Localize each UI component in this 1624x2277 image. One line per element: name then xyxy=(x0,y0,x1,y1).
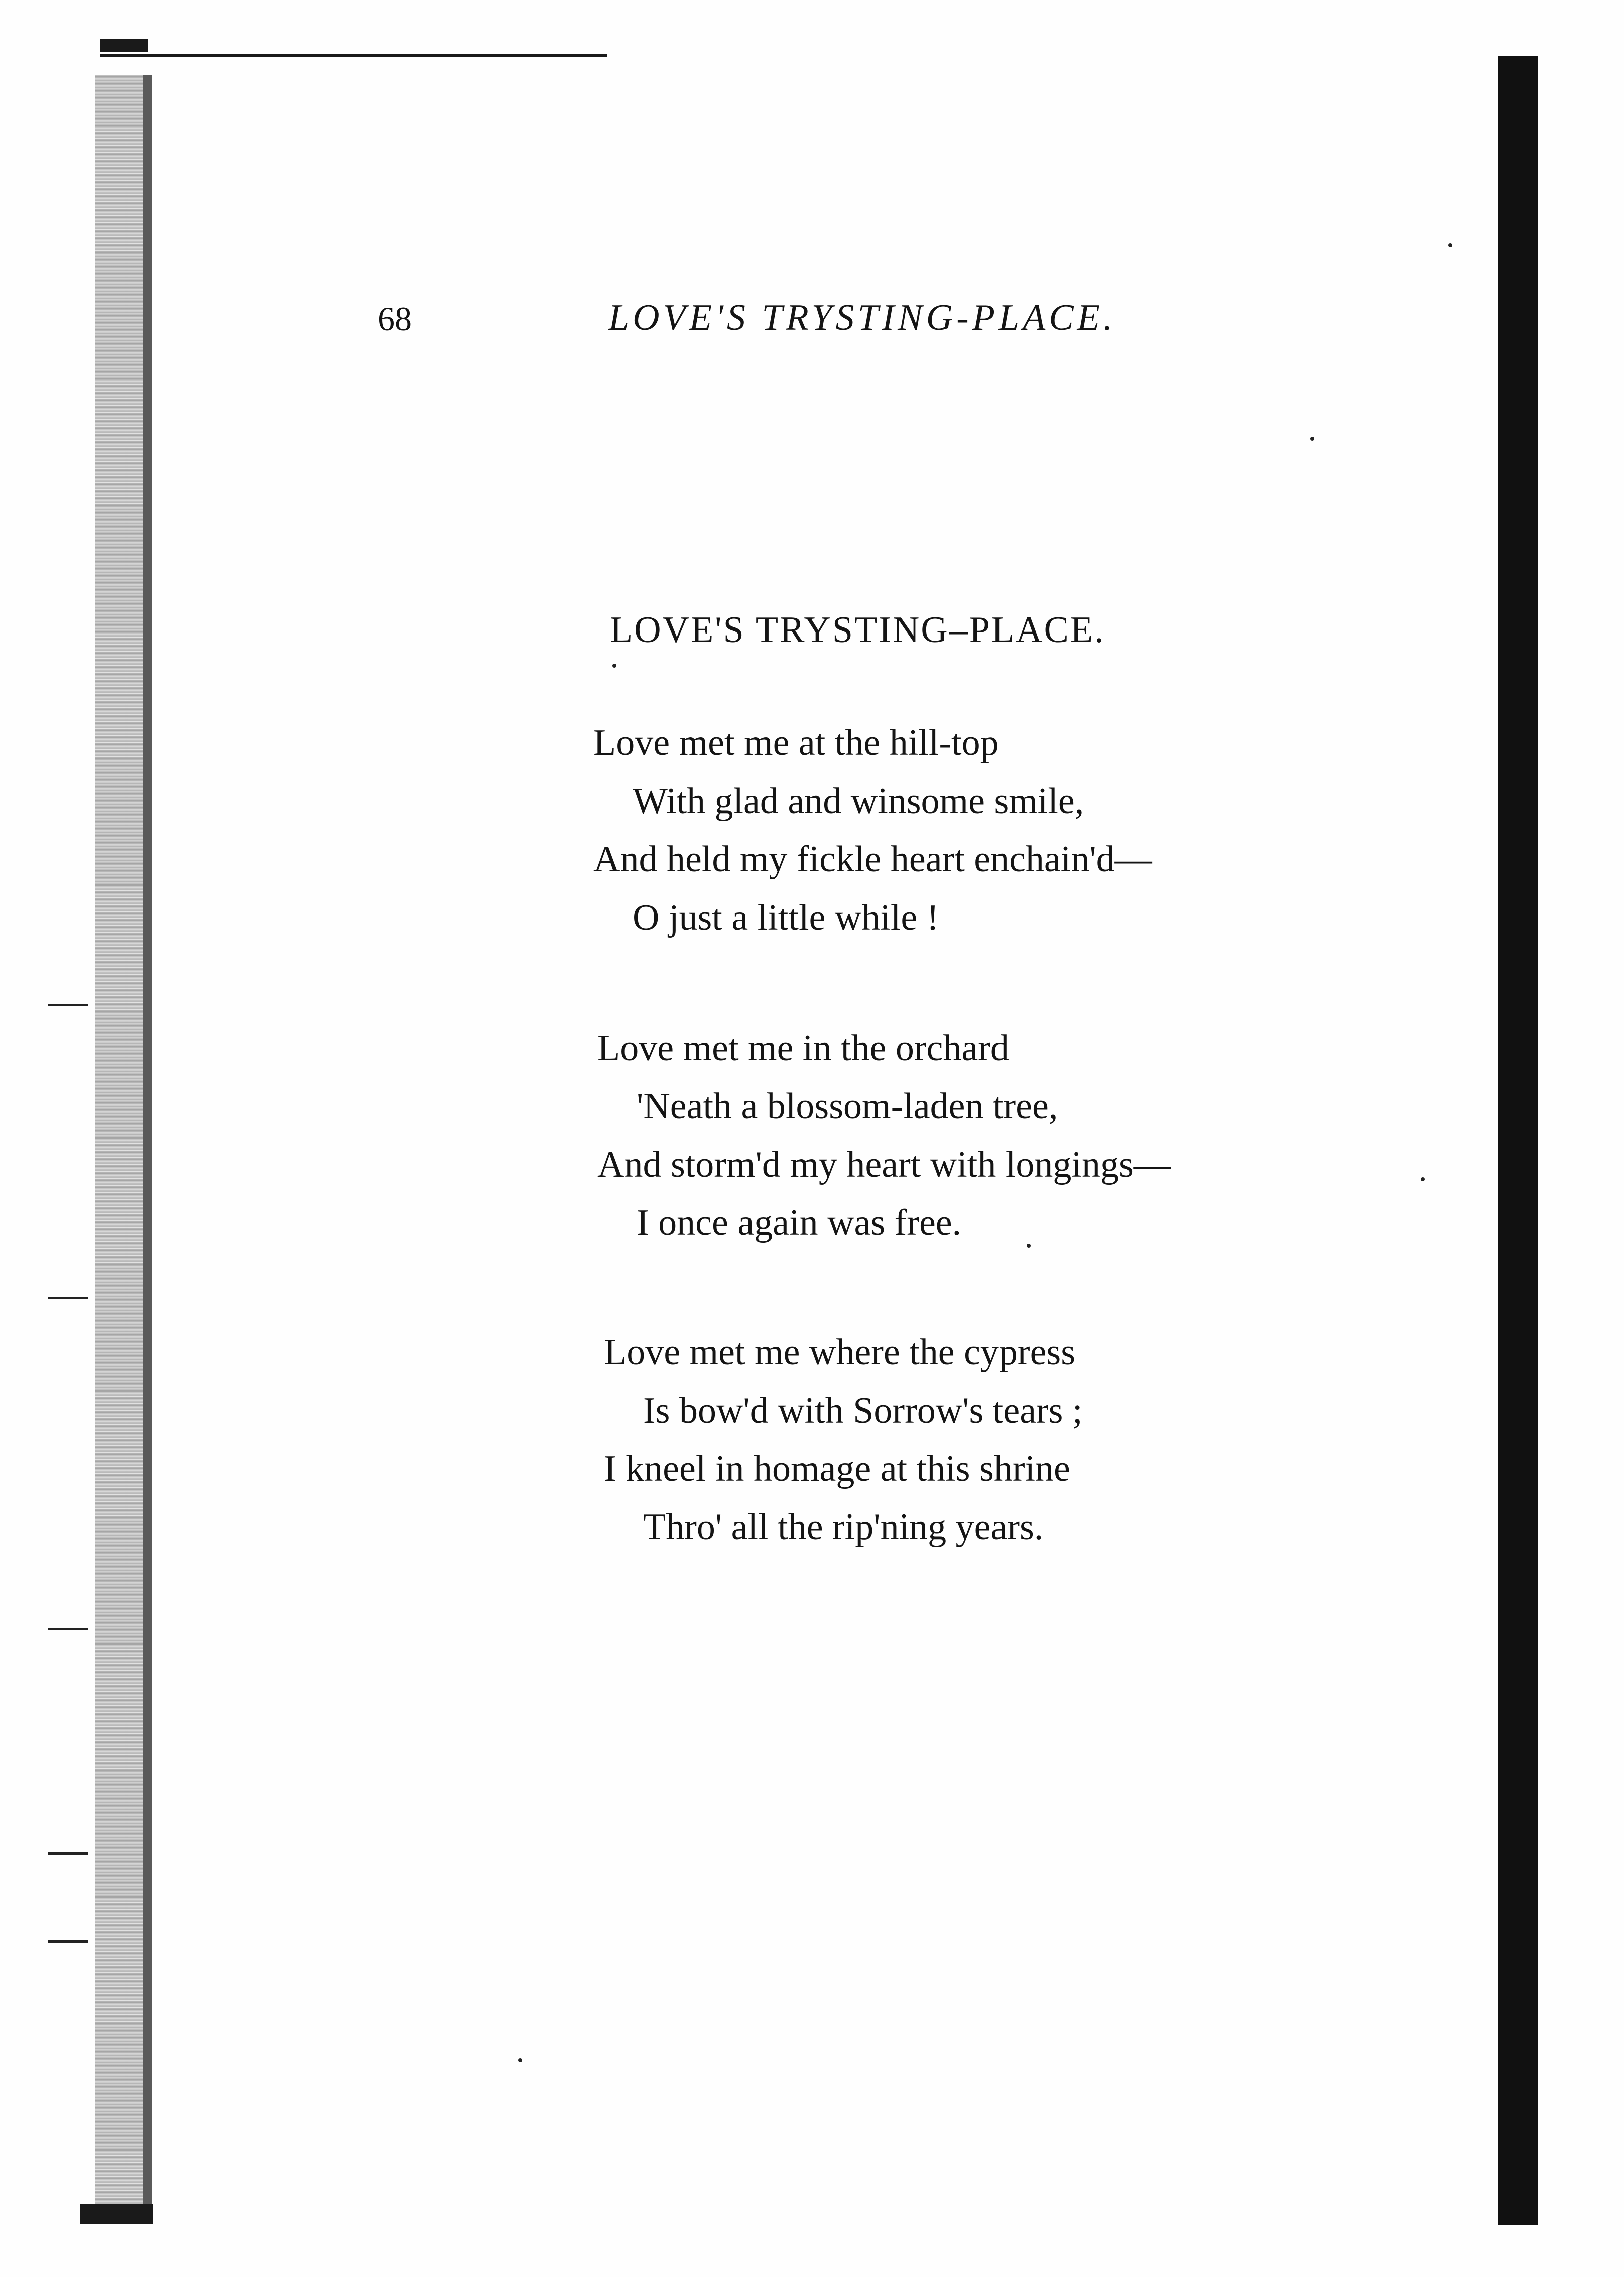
stanza xyxy=(593,714,1346,947)
scan-artifact-tick xyxy=(48,1004,88,1006)
scan-artifact-tick xyxy=(48,1940,88,1943)
poem-line: Is bow'd with Sorrow's tears ; xyxy=(643,1390,1083,1431)
poem-line: Love met me where the cypress xyxy=(604,1332,1076,1373)
poem-line: I once again was free. xyxy=(637,1202,962,1243)
poem-line: And storm'd my heart with longings— xyxy=(597,1144,1171,1185)
running-title: LOVE'S TRYSTING-PLACE. xyxy=(608,297,1116,338)
poem-line: And held my fickle heart enchain'd— xyxy=(593,839,1152,880)
scan-speck xyxy=(612,664,616,668)
stanza xyxy=(597,1019,1350,1252)
scan-artifact-spine-shadow xyxy=(95,75,151,2219)
scan-artifact-top-rule xyxy=(100,54,607,57)
scan-artifact-top-mark xyxy=(100,39,148,52)
scan-artifact-tick xyxy=(48,1628,88,1630)
poem-line: Love met me at the hill-top xyxy=(593,722,999,764)
scan-artifact-tick xyxy=(48,1852,88,1855)
scan-speck xyxy=(1310,437,1314,441)
scan-speck xyxy=(1448,243,1452,247)
scan-speck xyxy=(518,2058,522,2062)
poem-line: I kneel in homage at this shrine xyxy=(604,1448,1070,1489)
page-number: 68 xyxy=(378,300,412,338)
poem-line: With glad and winsome smile, xyxy=(633,781,1084,822)
scan-artifact-spine-edge xyxy=(143,75,152,2219)
scan-speck xyxy=(1421,1177,1425,1181)
scan-artifact-spine-bottom xyxy=(80,2204,153,2224)
poem-line: 'Neath a blossom-laden tree, xyxy=(637,1086,1058,1127)
poem-line: O just a little while ! xyxy=(633,897,939,938)
poem-line: Thro' all the rip'ning years. xyxy=(643,1506,1044,1548)
scan-artifact-tick xyxy=(48,1297,88,1299)
stanza xyxy=(604,1323,1357,1556)
scan-artifact-right-edge xyxy=(1498,56,1538,2225)
poem-title: LOVE'S TRYSTING–PLACE. xyxy=(610,609,1105,651)
poem-line: Love met me in the orchard xyxy=(597,1028,1009,1069)
